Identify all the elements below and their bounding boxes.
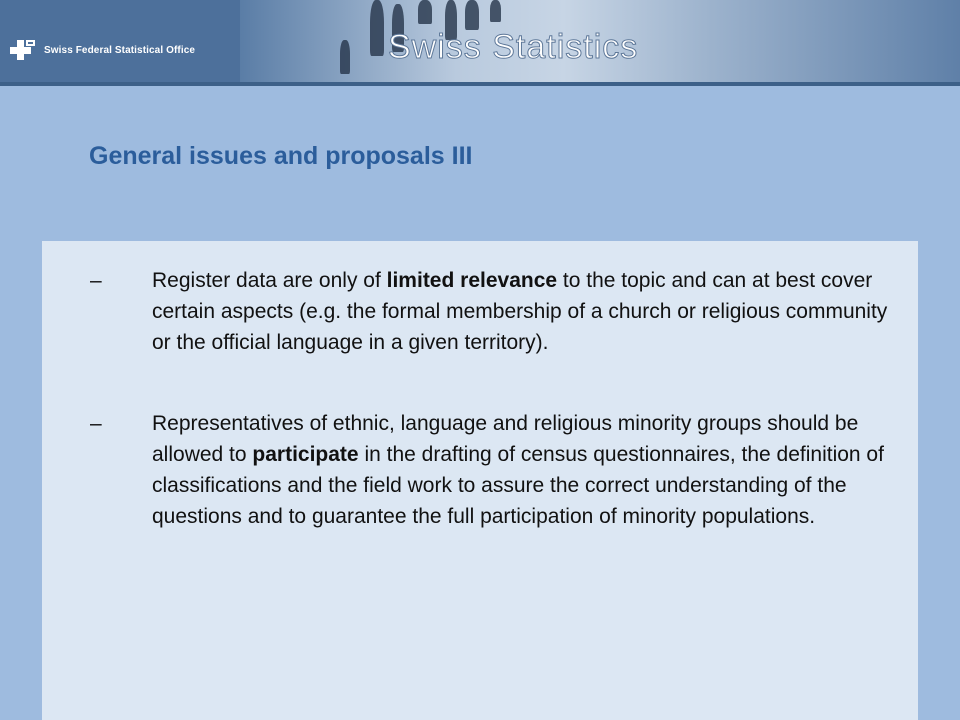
crowd-figure xyxy=(340,40,350,74)
bullet-text xyxy=(152,408,910,532)
swiss-cross-logo-icon xyxy=(8,38,36,62)
bullet-emphasis: participate xyxy=(252,443,359,466)
header-bar xyxy=(0,0,960,86)
bullet-item xyxy=(90,265,910,358)
bullet-text xyxy=(152,265,910,358)
brand-wordmark: Swiss Statistics xyxy=(388,28,639,66)
bullet-text-part: Register data are only of xyxy=(152,269,387,292)
crowd-figure xyxy=(490,0,501,22)
crowd-figure xyxy=(370,0,384,56)
crowd-figure xyxy=(418,0,432,24)
bullet-text-part: to the topic and can at best cover certain aspects (e.g. the formal membership of a church or religious community or the official language in a given territory). xyxy=(152,269,888,354)
header-edge xyxy=(0,82,960,86)
bullet-marker: – xyxy=(90,412,102,435)
bullet-item xyxy=(90,408,910,532)
bullet-text-part: in the drafting of census questionnaires, the definition of classifications and the field work to assure the correct understanding of the questions and to guarantee the full participation of minority populations. xyxy=(152,443,884,528)
bullet-marker: – xyxy=(90,269,102,292)
slide-title: General issues and proposals III xyxy=(89,142,473,170)
org-name: Swiss Federal Statistical Office xyxy=(44,44,196,56)
bullet-text-part: Representatives of ethnic, language and religious minority groups should be allowed to xyxy=(152,412,859,466)
bullet-emphasis: limited relevance xyxy=(386,269,558,292)
logo xyxy=(8,38,195,62)
crowd-figure xyxy=(465,0,479,30)
